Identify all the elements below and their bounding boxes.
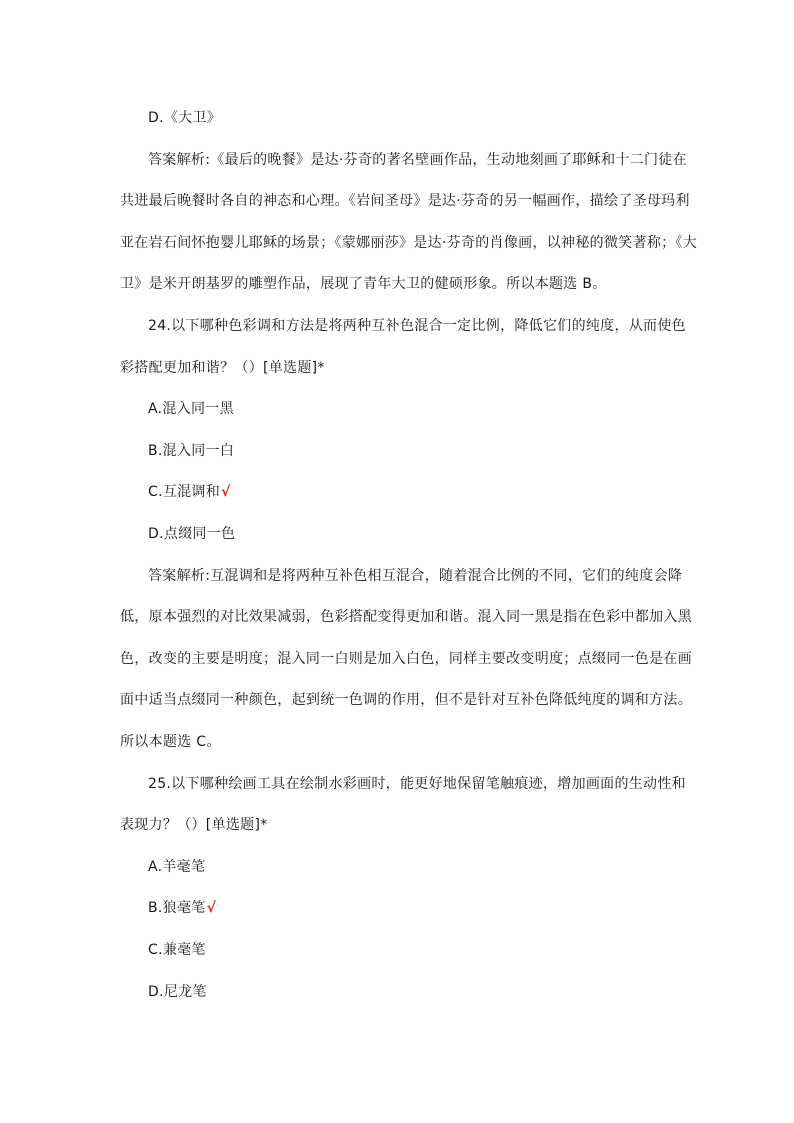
q24-explanation-line-3: 色，改变的主要是明度；混入同一白则是加入白色，同样主要改变明度；点缀同一色是在画	[120, 651, 692, 667]
q23-explanation-line-4: 卫》是米开朗基罗的雕塑作品，展现了青年大卫的健硕形象。所以本题选 B。	[120, 276, 607, 292]
q24-option-c: C.互混调和	[148, 484, 221, 500]
q24-explanation-line-1: 答案解析:互混调和是将两种互补色相互混合，随着混合比例的不同，它们的纯度会降	[148, 568, 683, 584]
q25-option-c: C.兼毫笔	[148, 942, 206, 958]
q23-explanation-line-1: 答案解析:《最后的晚餐》是达·芬奇的著名壁画作品，生动地刻画了耶稣和十二门徒在	[148, 152, 687, 168]
q24-explanation-line-5: 所以本题选 C。	[120, 734, 221, 750]
q25-question-line-2: 表现力？（）[单选题]*	[120, 817, 268, 833]
q24-question-line-2: 彩搭配更加和谐？（）[单选题]*	[120, 360, 325, 376]
q24-option-d: D.点缀同一色	[148, 526, 236, 542]
q24-question-line-1: 24.以下哪种色彩调和方法是将两种互补色混合一定比例，降低它们的纯度，从而使色	[148, 318, 686, 334]
q23-explanation-line-2: 共进最后晚餐时各自的神态和心理。《岩间圣母》是达·芬奇的另一幅画作，描绘了圣母玛利	[120, 193, 690, 209]
q25-option-b-row	[148, 898, 216, 918]
q25-option-b: B.狼毫笔	[148, 900, 206, 916]
q25-question-line-1: 25.以下哪种绘画工具在绘制水彩画时，能更好地保留笔触痕迹，增加画面的生动性和	[148, 776, 686, 792]
q23-explanation-line-3: 亚在岩石间怀抱婴儿耶稣的场景；《蒙娜丽莎》是达·芬奇的肖像画，以神秘的微笑著称；《大	[120, 235, 698, 251]
q23-option-d: D.《大卫》	[148, 110, 222, 126]
q24-option-a: A.混入同一黑	[148, 401, 234, 417]
q24-option-c-row	[148, 482, 231, 502]
q24-option-b: B.混入同一白	[148, 443, 235, 459]
q24-explanation-line-4: 面中适当点缀同一种颜色，起到统一色调的作用，但不是针对互补色降低纯度的调和方法。	[120, 692, 692, 708]
q25-option-a: A.羊毫笔	[148, 859, 206, 875]
q24-explanation-line-2: 低，原本强烈的对比效果减弱，色彩搭配变得更加和谐。混入同一黑是指在色彩中都加入黑	[120, 609, 692, 625]
correct-check-icon: √	[206, 900, 217, 916]
q25-option-d: D.尼龙笔	[148, 984, 207, 1000]
correct-check-icon: √	[221, 484, 231, 500]
